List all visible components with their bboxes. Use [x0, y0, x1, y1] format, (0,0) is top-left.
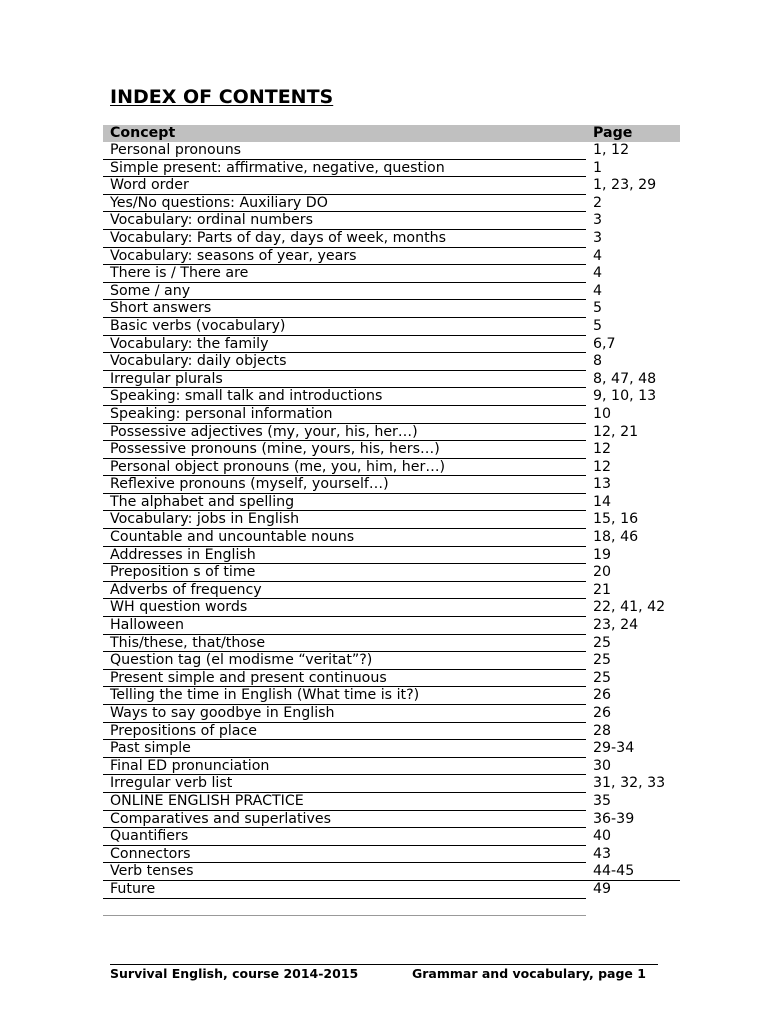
table-row	[103, 424, 680, 442]
table-row	[103, 670, 680, 688]
concept-cell: Vocabulary: jobs in English	[103, 511, 586, 529]
concept-cell: Possessive pronouns (mine, yours, his, hers…)	[103, 441, 586, 459]
concept-cell: Verb tenses	[103, 863, 586, 881]
concept-cell: Past simple	[103, 740, 586, 758]
page-cell: 4	[593, 265, 603, 282]
concept-cell: Yes/No questions: Auxiliary DO	[103, 195, 586, 213]
table-row	[103, 582, 680, 600]
concept-cell: Personal pronouns	[103, 142, 586, 160]
concept-cell: Connectors	[103, 846, 586, 864]
table-row	[103, 459, 680, 477]
concept-cell: Some / any	[103, 283, 586, 301]
page-cell: 22, 41, 42	[593, 599, 666, 616]
page-cell: 5	[593, 317, 603, 334]
table-row	[103, 300, 680, 318]
page-cell: 20	[593, 564, 612, 581]
concept-cell: Prepositions of place	[103, 723, 586, 741]
footer-course: Survival English, course 2014-2015	[110, 966, 359, 981]
page-cell: 49	[593, 880, 612, 897]
page-cell: 26	[593, 687, 612, 704]
concept-cell: Possessive adjectives (my, your, his, her…)	[103, 424, 586, 442]
concept-cell: Vocabulary: daily objects	[103, 353, 586, 371]
concept-cell: Speaking: personal information	[103, 406, 586, 424]
page-cell: 35	[593, 792, 612, 809]
page-cell: 26	[593, 705, 612, 721]
table-row	[103, 248, 680, 266]
concept-cell: Vocabulary: ordinal numbers	[103, 212, 586, 230]
page-cell: 3	[593, 229, 603, 246]
page-cell: 8, 47, 48	[593, 370, 657, 387]
concept-cell: Simple present: affirmative, negative, question	[103, 160, 586, 178]
table-row	[103, 160, 680, 178]
page-cell: 4	[593, 247, 603, 264]
table-row	[103, 793, 680, 811]
concept-cell: Word order	[103, 177, 586, 195]
page-cell: 44-45	[586, 863, 680, 881]
page-cell: 10	[593, 405, 612, 422]
table-row	[103, 740, 680, 758]
table-row	[103, 353, 680, 371]
concept-cell: Irregular verb list	[103, 775, 586, 793]
page-cell: 28	[593, 722, 612, 739]
concept-cell: Countable and uncountable nouns	[103, 529, 586, 547]
page-cell: 29-34	[593, 740, 635, 757]
page-cell: 6,7	[593, 335, 616, 352]
concept-cell: WH question words	[103, 599, 586, 617]
page-cell: 5	[593, 300, 603, 317]
page-cell: 3	[593, 212, 603, 229]
table-row	[103, 441, 680, 459]
table-row	[103, 723, 680, 741]
page-cell: 1	[593, 159, 603, 176]
table-row	[103, 283, 680, 301]
table-row	[103, 846, 680, 864]
concept-cell: Short answers	[103, 300, 586, 318]
table-row	[103, 529, 680, 547]
table-row	[103, 511, 680, 529]
table-body	[103, 142, 680, 899]
table-row	[103, 828, 680, 846]
concept-cell: Vocabulary: seasons of year, years	[103, 248, 586, 266]
concept-cell: Final ED pronunciation	[103, 758, 586, 776]
table-row	[103, 195, 680, 213]
table-row	[103, 265, 680, 283]
page-cell: 1, 12	[593, 142, 630, 158]
page-cell: 40	[593, 828, 612, 845]
page-cell: 36-39	[593, 810, 635, 827]
page-cell: 25	[593, 669, 612, 686]
empty-concept-cell	[103, 899, 586, 916]
table-row	[103, 599, 680, 617]
page-column-header: Page	[593, 125, 633, 141]
page-cell: 18, 46	[593, 529, 639, 546]
table-row	[103, 863, 680, 881]
page-cell: 25	[593, 652, 612, 669]
page-cell: 23, 24	[593, 617, 639, 634]
table-row	[103, 142, 680, 160]
empty-page-cell	[586, 899, 680, 916]
page-footer	[110, 964, 658, 981]
concept-cell: Vocabulary: the family	[103, 336, 586, 354]
page-cell: 9, 10, 13	[593, 388, 657, 405]
page-cell: 12	[593, 458, 612, 475]
concept-cell: This/these, that/those	[103, 635, 586, 653]
concept-cell: ONLINE ENGLISH PRACTICE	[103, 793, 586, 811]
table-header	[103, 125, 680, 142]
concept-column-header: Concept	[110, 125, 176, 141]
concept-cell: Ways to say goodbye in English	[103, 705, 586, 723]
concept-cell: Quantifiers	[103, 828, 586, 846]
concept-cell: Halloween	[103, 617, 586, 635]
page-cell: 31, 32, 33	[593, 775, 666, 792]
table-row	[103, 212, 680, 230]
page-cell: 12	[593, 441, 612, 458]
table-row	[103, 617, 680, 635]
concept-cell: Question tag (el modisme “veritat”?)	[103, 652, 586, 670]
table-row	[103, 652, 680, 670]
concept-cell: Comparatives and superlatives	[103, 811, 586, 829]
table-row	[103, 406, 680, 424]
table-row	[103, 775, 680, 793]
table-spacer-row	[103, 899, 680, 916]
concept-cell: Irregular plurals	[103, 371, 586, 389]
table-row	[103, 547, 680, 565]
concept-cell: Addresses in English	[103, 547, 586, 565]
table-row	[103, 476, 680, 494]
page-cell: 4	[593, 282, 603, 299]
concept-cell: The alphabet and spelling	[103, 494, 586, 512]
table-row	[103, 811, 680, 829]
table-row	[103, 336, 680, 354]
table-row	[103, 758, 680, 776]
table-row	[103, 388, 680, 406]
page-cell: 19	[593, 546, 612, 563]
concept-cell: Future	[103, 881, 586, 899]
concept-cell: There is / There are	[103, 265, 586, 283]
concept-cell: Preposition s of time	[103, 564, 586, 582]
concept-cell: Vocabulary: Parts of day, days of week, months	[103, 230, 586, 248]
page-cell: 43	[593, 845, 612, 862]
page-cell: 12, 21	[593, 423, 639, 440]
concept-cell: Adverbs of frequency	[103, 582, 586, 600]
table-row	[103, 318, 680, 336]
concept-cell: Basic verbs (vocabulary)	[103, 318, 586, 336]
table-row	[103, 705, 680, 723]
page-cell: 30	[593, 757, 612, 774]
concept-cell: Reflexive pronouns (myself, yourself…)	[103, 476, 586, 494]
table-row	[103, 371, 680, 389]
page-cell: 25	[593, 634, 612, 651]
concept-cell: Telling the time in English (What time is it?)	[103, 687, 586, 705]
table-row	[103, 177, 680, 195]
table-row	[103, 635, 680, 653]
page-cell: 2	[593, 194, 603, 211]
footer-page-info: Grammar and vocabulary, page 1	[412, 966, 646, 981]
table-row	[103, 564, 680, 582]
page-cell: 8	[593, 353, 603, 370]
page-cell: 1, 23, 29	[593, 177, 657, 194]
index-table	[103, 125, 680, 916]
table-row	[103, 687, 680, 705]
concept-cell: Personal object pronouns (me, you, him, her…)	[103, 459, 586, 477]
concept-cell: Speaking: small talk and introductions	[103, 388, 586, 406]
table-row	[103, 494, 680, 512]
page-cell: 21	[593, 581, 612, 598]
page-title: INDEX OF CONTENTS	[110, 86, 334, 108]
table-row	[103, 881, 680, 899]
page-cell: 13	[593, 476, 612, 493]
page-cell: 15, 16	[593, 511, 639, 528]
page-cell: 14	[593, 493, 612, 510]
concept-cell: Present simple and present continuous	[103, 670, 586, 688]
table-row	[103, 230, 680, 248]
